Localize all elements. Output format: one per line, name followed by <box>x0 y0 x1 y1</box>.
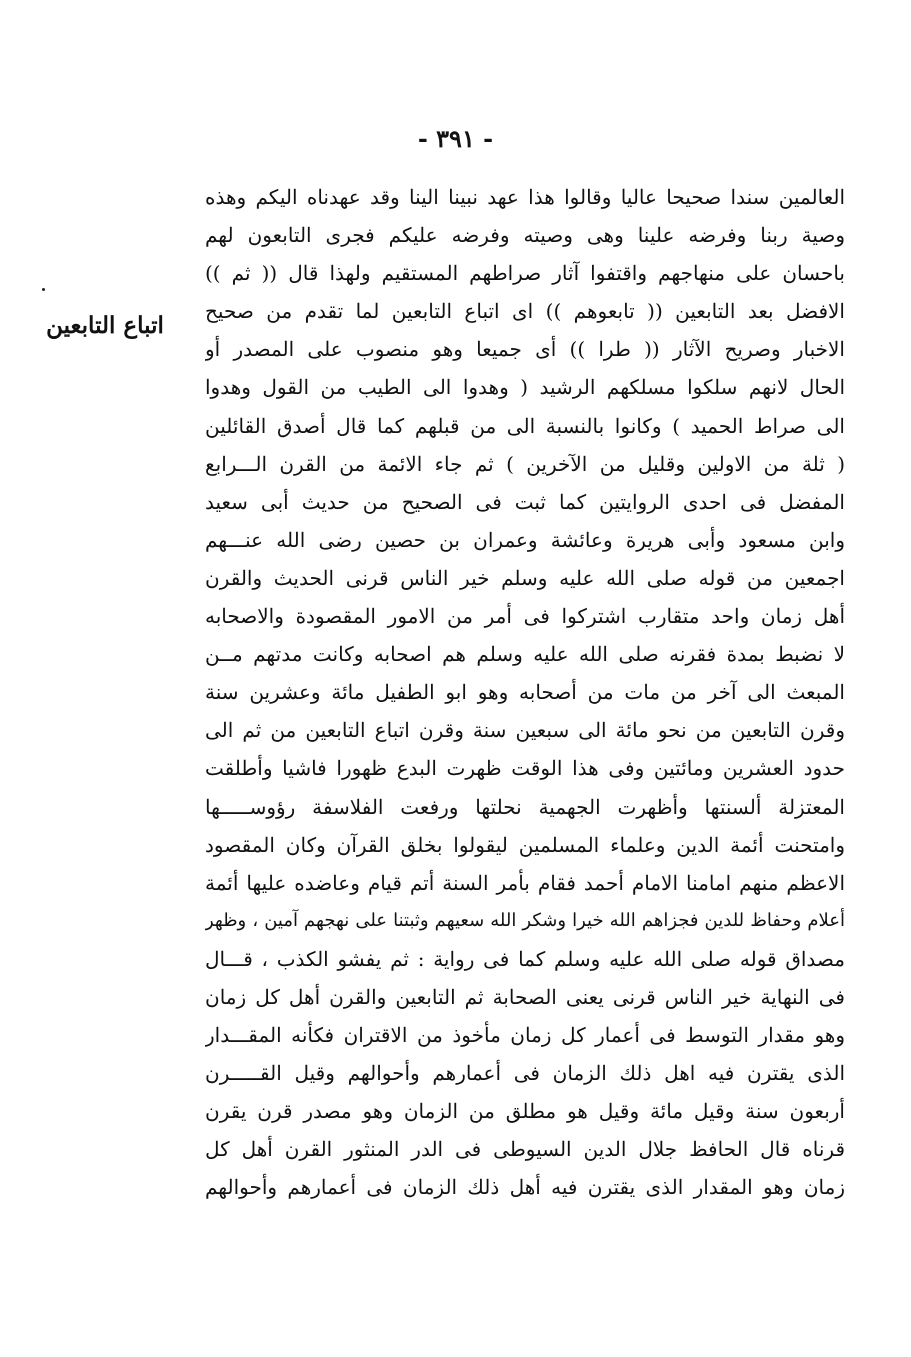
text-line: الى صراط الحميد ) وكانوا بالنسبة الى من قبلهم كما قال أصدق القائلين <box>205 413 845 438</box>
text-line: ( ثلة من الاولين وقليل من الآخرين ) ثم جاء الائمة من القرن الـــرابع <box>205 451 845 476</box>
text-line: أعلام وحفاظ للدين فجزاهم الله خيرا وشكر الله سعيهم وثبتنا على نهجهم آمين ، وظهر <box>205 909 845 931</box>
text-line: المبعث الى آخر من مات من أصحابه وهو ابو الطفيل مائة وعشرين سنة <box>205 680 845 705</box>
margin-mark <box>42 288 45 291</box>
text-line: الاخبار وصريح الآثار (( طرا )) أى جميعا وهو منصوب على المصدر أو <box>205 337 845 362</box>
text-line: قرناه قال الحافظ جلال الدين السيوطى فى الدر المنثور القرن أهل كل <box>205 1137 845 1162</box>
text-line: زمان وهو المقدار الذى يقترن فيه أهل ذلك الزمان فى أعمارهم وأحوالهم <box>205 1175 845 1200</box>
text-line: وابن مسعود وأبى هريرة وعائشة وعمران بن حصين رضى الله عنـــهم <box>205 527 845 552</box>
text-line: المعتزلة ألسنتها وأظهرت الجهمية نحلتها ورفعت الفلاسفة رؤوســـــها <box>205 794 845 819</box>
text-line: وقرن التابعين من نحو مائة الى سبعين سنة وقرن اتباع التابعين من ثم الى <box>205 718 845 743</box>
text-line: لا نضبط بمدة فقرنه صلى الله عليه وسلم هم اصحابه وكانت مدتهم مــن <box>205 642 845 667</box>
text-line: أربعون سنة وقيل مائة وقيل هو مطلق من الزمان وهو مصدر قرن يقرن <box>205 1099 845 1124</box>
page-number: - ٣٩١ - <box>417 124 494 153</box>
text-line: الذى يقترن فيه اهل ذلك الزمان فى أعمارهم وأحوالهم وقيل القـــــرن <box>205 1061 845 1086</box>
text-line: الافضل بعد التابعين (( تابعوهم )) اى اتباع التابعين لما تقدم من صحيح <box>205 299 845 324</box>
text-line: مصداق قوله صلى الله عليه وسلم كما فى رواية : ثم يفشو الكذب ، قـــال <box>205 946 845 971</box>
text-line: اجمعين من قوله صلى الله عليه وسلم خير الناس قرنى الحديث والقرن <box>205 565 845 590</box>
text-line: الحال لانهم سلكوا مسلكهم الرشيد ( وهدوا الى الطيب من القول وهدوا <box>205 375 845 400</box>
text-line: فى النهاية خير الناس قرنى يعنى الصحابة ثم التابعين والقرن أهل كل زمان <box>205 984 845 1009</box>
text-line: حدود العشرين ومائتين وفى هذا الوقت ظهرت البدع ظهورا فاشيا وأطلقت <box>205 756 845 781</box>
text-line: وصية ربنا وفرضه علينا وهى وصيته وفرضه عليكم فجرى التابعون لهم <box>205 223 845 248</box>
body-text <box>205 178 845 1207</box>
text-line: باحسان على منهاجهم واقتفوا آثار صراطهم المستقيم ولهذا قال (( ثم )) <box>205 261 845 286</box>
text-line: وامتحنت أئمة الدين وعلماء المسلمين ليقولوا بخلق القرآن وكان المقصود <box>205 832 845 857</box>
text-line: المفضل فى احدى الروايتين كما ثبت فى الصحيح من حديث أبى سعيد <box>205 489 845 514</box>
text-line: العالمين سندا صحيحا عاليا وقالوا هذا عهد نبينا الينا وقد عهدناه اليكم وهذه <box>205 185 845 209</box>
margin-heading: اتباع التابعين <box>46 312 164 339</box>
text-line: وهو مقدار التوسط فى أعمار كل زمان مأخوذ من الاقتران فكأنه المقـــدار <box>205 1023 845 1048</box>
text-line: الاعظم منهم امامنا الامام أحمد فقام بأمر السنة أتم قيام وعاضده عليها أئمة <box>205 870 845 895</box>
text-line: أهل زمان واحد متقارب اشتركوا فى أمر من الامور المقصودة والاصحابه <box>205 604 845 629</box>
